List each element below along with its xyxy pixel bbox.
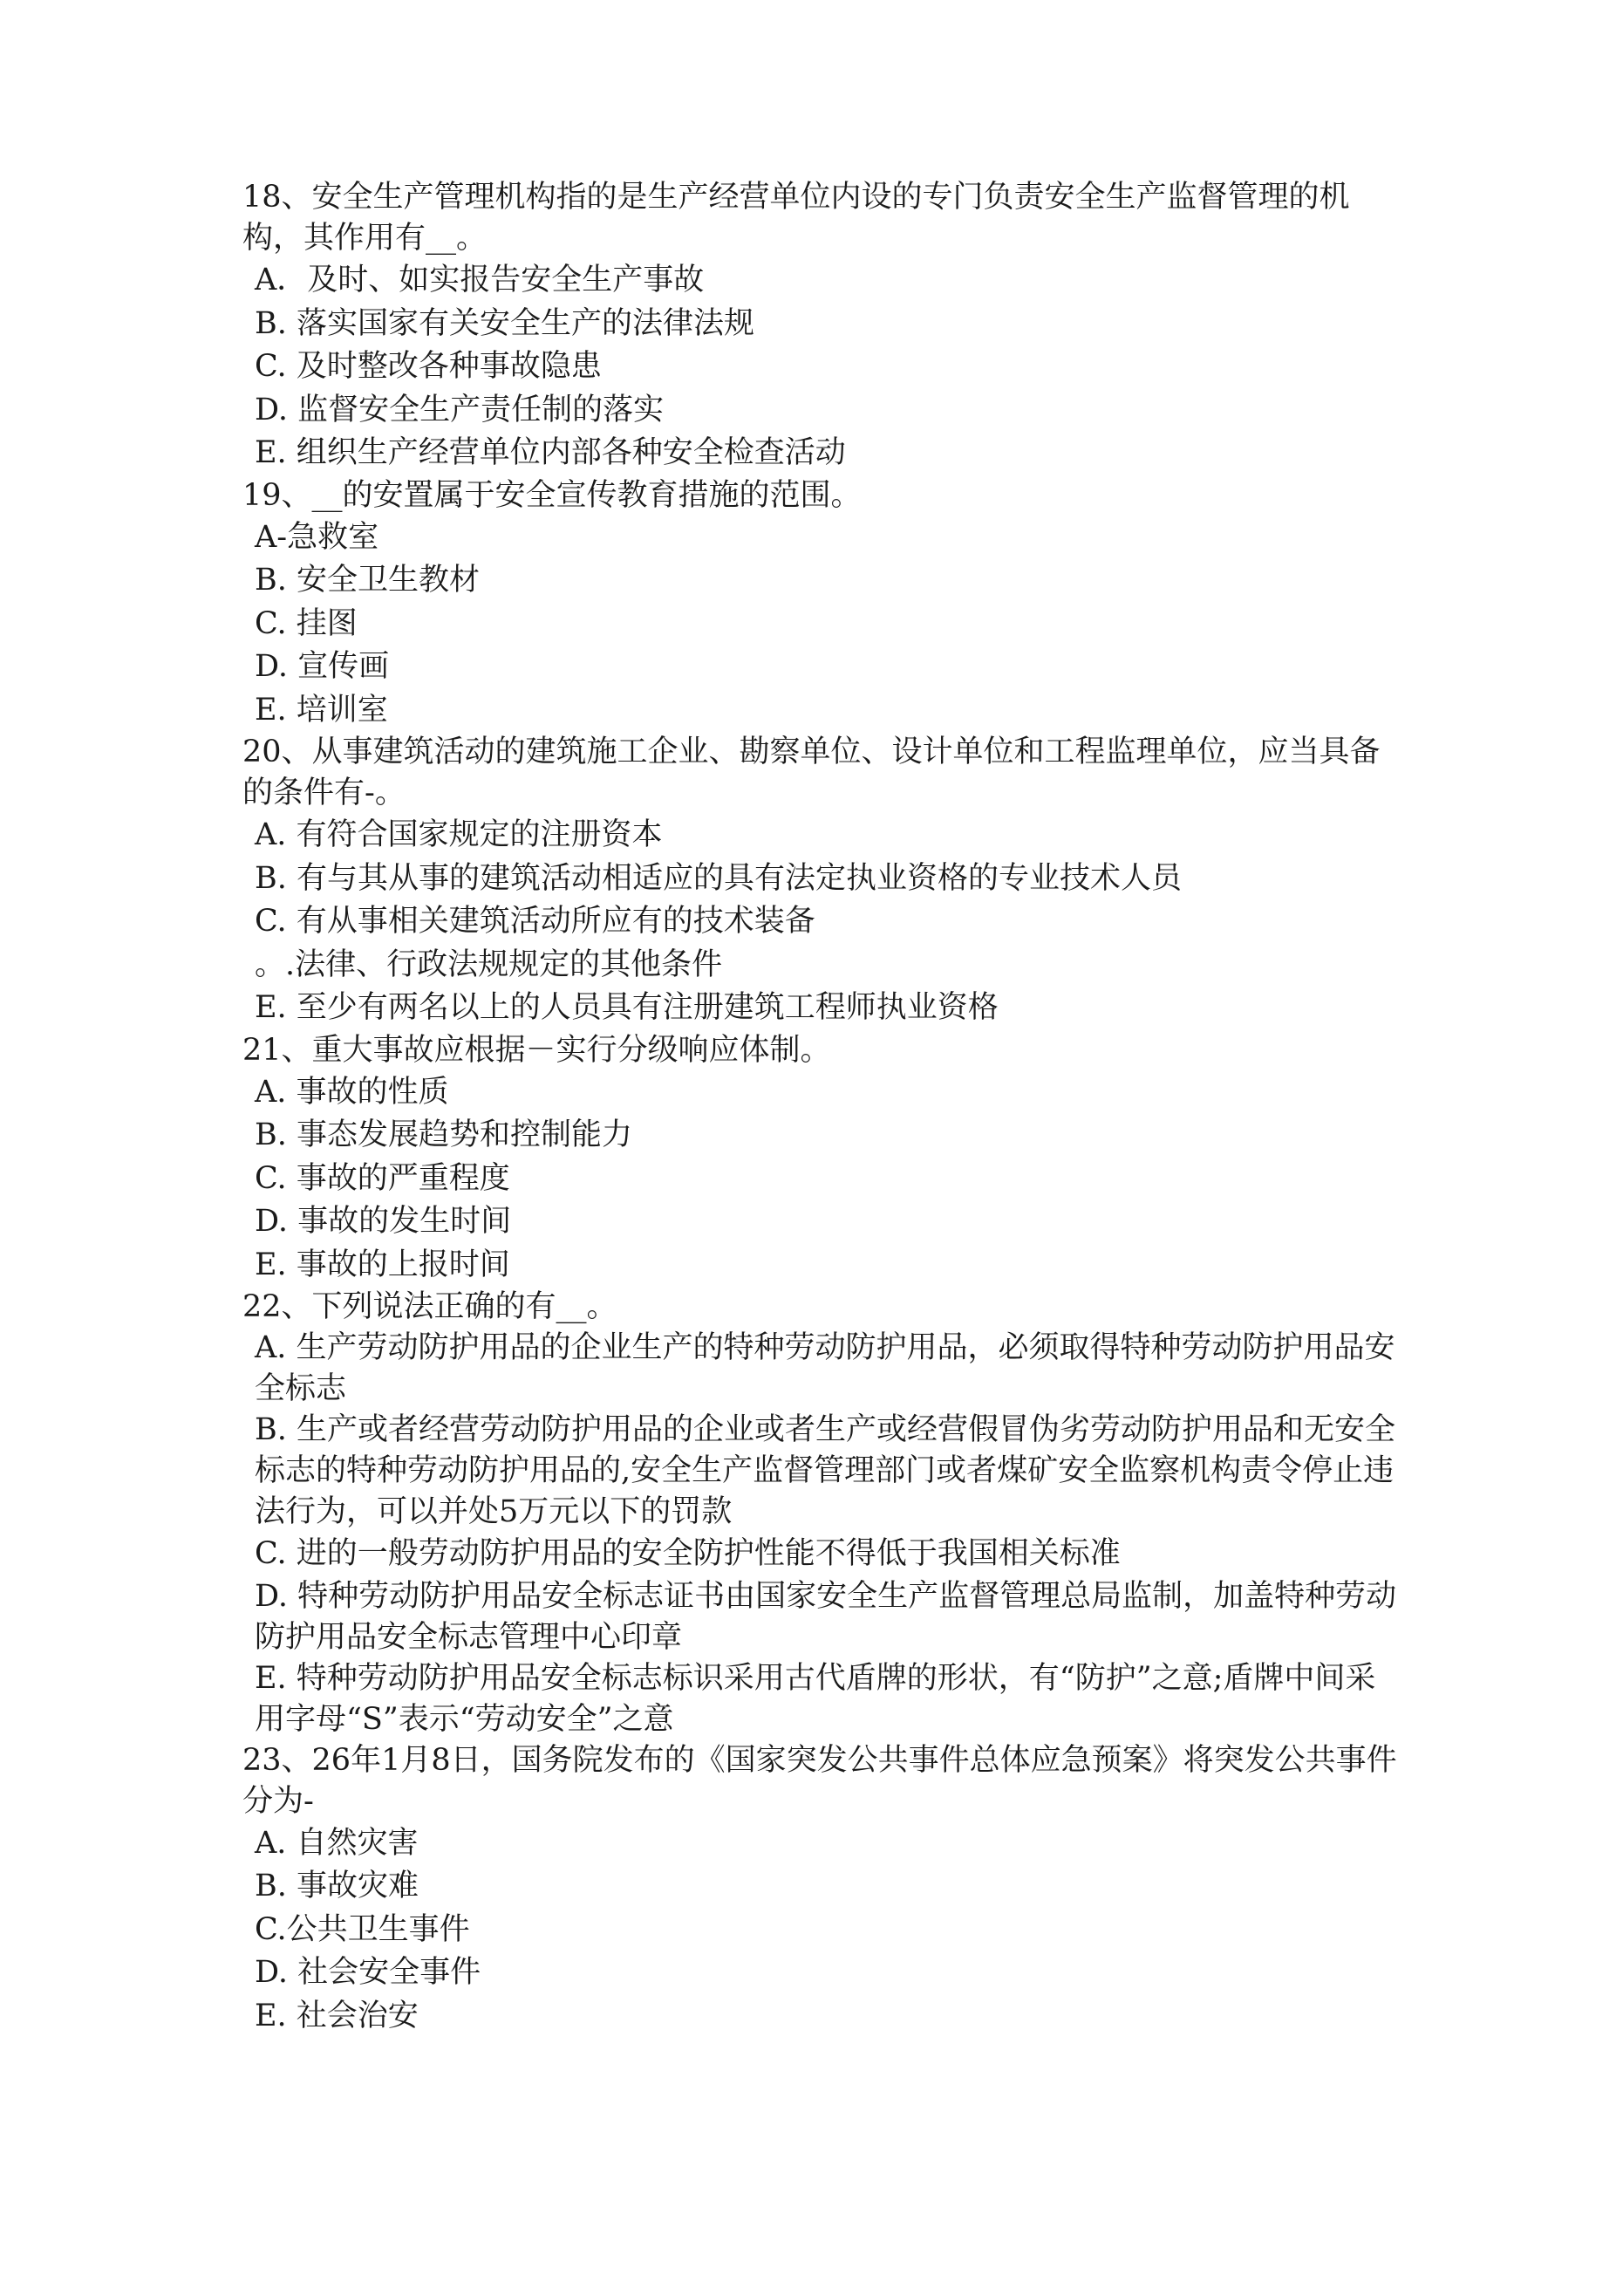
option-c: C. 进的一般劳动防护用品的安全防护性能不得低于我国相关标准 — [255, 1536, 1121, 1571]
option-b: B. 安全卫生教材 — [255, 563, 480, 598]
question-20 — [242, 732, 1402, 1030]
option-a: A. 生产劳动防护用品的企业生产的特种劳动防护用品，必须取得特种劳动防护用品安全标志 — [255, 1330, 1395, 1406]
question-stem: 18、安全生产管理机构指的是生产经营单位内设的专门负责安全生产监督管理的机构，其作用有__。 — [242, 180, 1350, 256]
question-stem: 22、下列说法正确的有__。 — [242, 1289, 617, 1324]
question-stem: 21、重大事故应根据－实行分级响应体制。 — [242, 1032, 831, 1068]
question-stem: 23、26年1月8日，国务院发布的《国家突发公共事件总体应急预案》将突发公共事件分为- — [242, 1742, 1397, 1819]
option-d: D. 社会安全事件 — [255, 1955, 481, 1990]
option-d: D. 事故的发生时间 — [255, 1204, 512, 1239]
question-23 — [242, 1740, 1402, 2039]
question-22 — [242, 1287, 1402, 1740]
option-a: A-急救室 — [255, 519, 379, 555]
option-b: B. 落实国家有关安全生产的法律法规 — [255, 305, 754, 341]
question-18 — [242, 177, 1402, 475]
option-c: C. 挂图 — [255, 605, 358, 641]
option-b: B. 有与其从事的建筑活动相适应的具有法定执业资格的专业技术人员 — [255, 860, 1182, 896]
option-c: C. 有从事相关建筑活动所应有的技术装备 — [255, 904, 815, 939]
option-e: E. 至少有两名以上的人员具有注册建筑工程师执业资格 — [255, 990, 999, 1025]
option-a: A．及时、如实报告安全生产事故 — [255, 263, 705, 297]
option-e: E. 事故的上报时间 — [255, 1247, 510, 1282]
option-a: A. 自然灾害 — [255, 1825, 419, 1861]
option-b: B. 事态发展趋势和控制能力 — [255, 1117, 632, 1152]
option-e: E. 社会治安 — [255, 1998, 419, 2033]
option-b: B. 生产或者经营劳动防护用品的企业或者生产或经营假冒伪劣劳动防护用品和无安全标志的特种劳动防护用品的,安全生产监督管理部门或者煤矿安全监察机构责令停止违法行为，可以并处5万元以下的罚款 — [255, 1412, 1395, 1529]
option-c: C.公共卫生事件 — [255, 1911, 470, 1947]
option-e: E. 特种劳动防护用品安全标志标识采用古代盾牌的形状，有“防护”之意;盾牌中间采用字母“S”表示“劳动安全”之意 — [255, 1660, 1376, 1737]
option-d: D. 监督安全生产责任制的落实 — [255, 392, 665, 427]
option-e: E. 培训室 — [255, 692, 388, 728]
option-d: D. 特种劳动防护用品安全标志证书由国家安全生产监督管理总局监制，加盖特种劳动防护用品安全标志管理中心印章 — [255, 1578, 1397, 1655]
option-d: 。.法律、行政法规规定的其他条件 — [255, 946, 723, 982]
question-21 — [242, 1030, 1402, 1288]
question-19 — [242, 475, 1402, 733]
option-d: D. 宣传画 — [255, 649, 390, 684]
option-a: A. 事故的性质 — [255, 1074, 449, 1110]
question-stem: 20、从事建筑活动的建筑施工企业、勘察单位、设计单位和工程监理单位，应当具备的条件有-。 — [242, 735, 1381, 810]
question-stem: 19、__的安置属于安全宣传教育措施的范围。 — [242, 477, 862, 513]
option-c: C. 及时整改各种事故隐患 — [255, 349, 602, 384]
option-c: C. 事故的严重程度 — [255, 1160, 510, 1196]
option-b: B. 事故灾难 — [255, 1869, 419, 1903]
option-e: E. 组织生产经营单位内部各种安全检查活动 — [255, 435, 846, 470]
option-a: A. 有符合国家规定的注册资本 — [255, 817, 663, 852]
question-list — [242, 177, 1402, 2038]
